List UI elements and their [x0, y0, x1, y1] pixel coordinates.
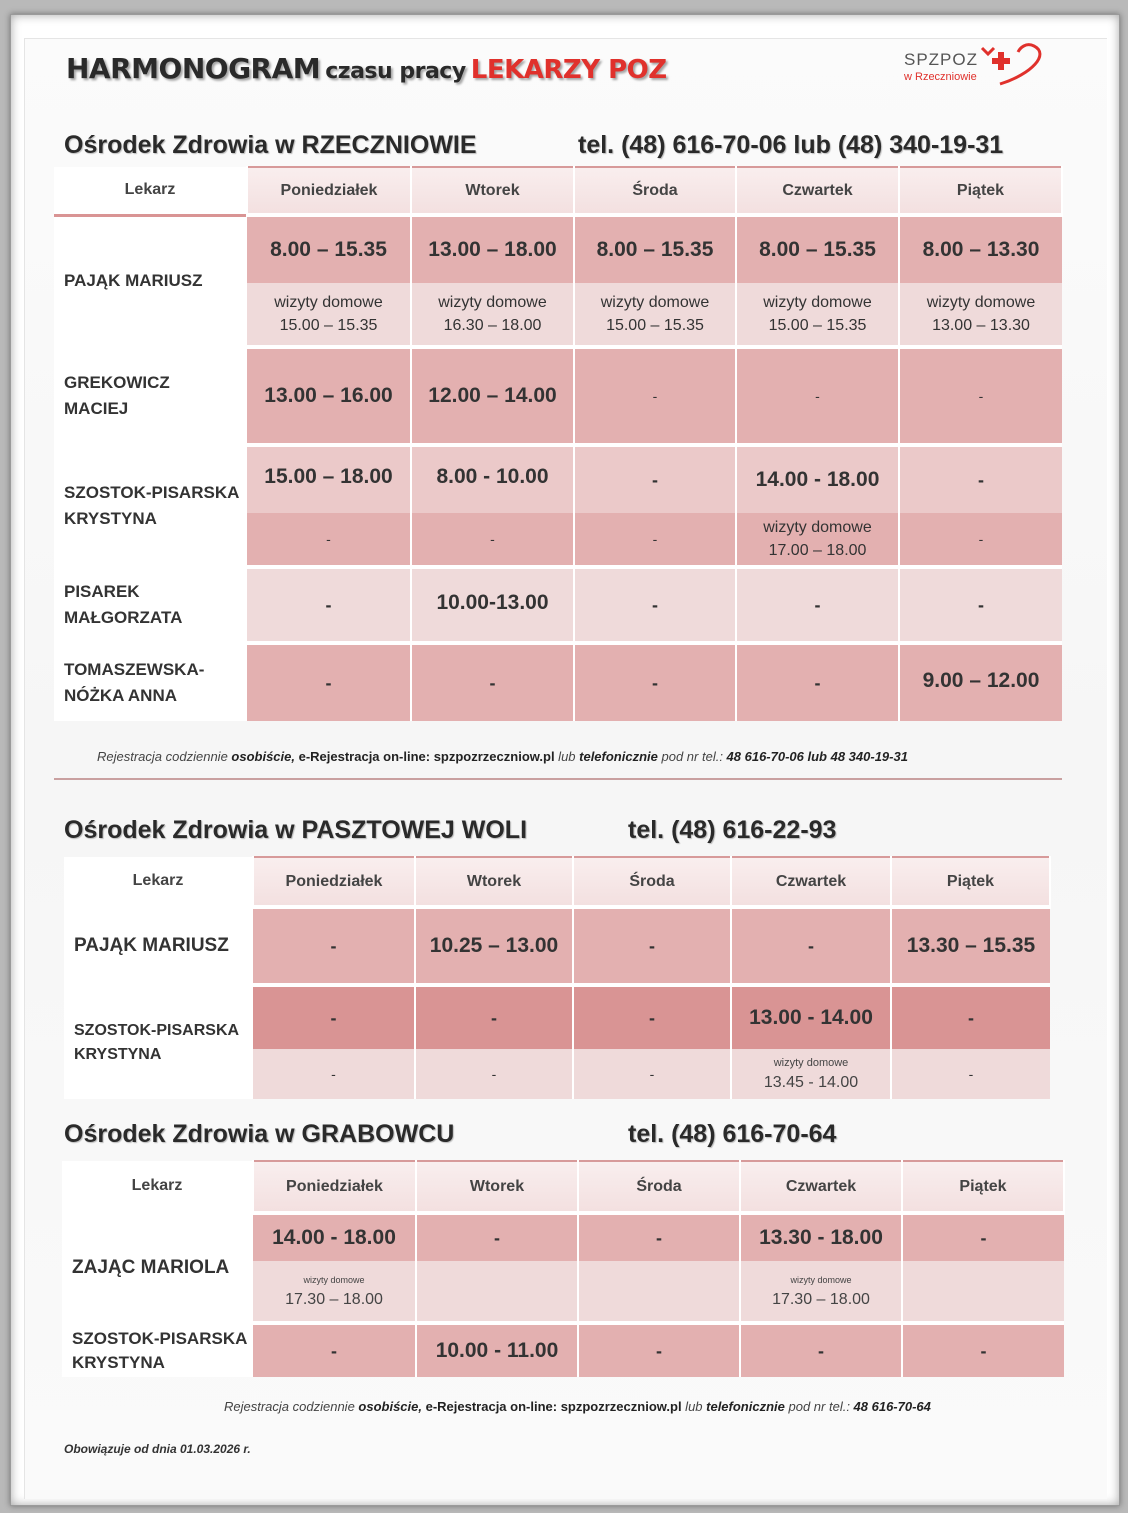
home-visit-cell: -: [573, 1049, 731, 1099]
header-day: Czwartek: [731, 857, 891, 907]
header-day: Piątek: [891, 857, 1050, 907]
effective-date: Obowiązuje od dnia 01.03.2026 r.: [64, 1442, 251, 1456]
title-part1: HARMONOGRAM: [66, 52, 321, 85]
hours-cell: 13.00 – 16.00: [247, 347, 411, 445]
hours-cell: -: [253, 985, 415, 1049]
header-day: Wtorek: [411, 167, 574, 215]
hours-cell: 13.00 – 18.00: [411, 215, 574, 283]
doctor-name: ZAJĄC MARIOLA: [62, 1213, 253, 1323]
header-day: Środa: [573, 857, 731, 907]
doctor-name: PAJĄK MARIUSZ: [54, 215, 247, 347]
home-visit-cell: wizyty domowe 16.30 – 18.00: [411, 283, 574, 347]
header-lekarz: Lekarz: [62, 1161, 253, 1213]
hours-cell: 13.30 - 18.00: [740, 1213, 902, 1261]
header-day: Czwartek: [736, 167, 899, 215]
hours-cell: -: [899, 347, 1062, 445]
home-visit-cell: wizyty domowe 15.00 – 15.35: [736, 283, 899, 347]
home-visit-cell: [416, 1261, 578, 1323]
hours-cell: -: [574, 567, 736, 643]
home-visit-cell: [578, 1261, 740, 1323]
hours-cell: 10.00-13.00: [411, 567, 574, 643]
hours-cell: 10.25 – 13.00: [415, 907, 573, 985]
hours-cell: -: [416, 1213, 578, 1261]
registration-info-grabowiec: Rejestracja codziennie osobiście, e-Rejestracja on-line: spzpozrzeczniow.pl lub telefonicznie pod nr tel.: 48 616-70-64: [224, 1399, 931, 1414]
section-divider: [54, 778, 1062, 780]
hours-cell: -: [574, 347, 736, 445]
header-day: Poniedziałek: [253, 857, 415, 907]
hours-cell: 13.30 – 15.35: [891, 907, 1050, 985]
header-day: Środa: [578, 1161, 740, 1213]
logo: [902, 40, 1052, 90]
home-visit-cell: -: [899, 513, 1062, 567]
doctor-name: PISAREK MAŁGORZATA: [54, 567, 247, 643]
header-day: Piątek: [899, 167, 1062, 215]
hours-cell: -: [415, 985, 573, 1049]
hours-cell: -: [253, 1323, 416, 1377]
home-visit-cell: -: [247, 513, 411, 567]
header-lekarz: Lekarz: [54, 167, 247, 215]
hours-cell: 15.00 – 18.00: [247, 445, 411, 513]
center-pasztowa-wola-phone: tel. (48) 616-22-93: [628, 816, 837, 844]
center-grabowiec-phone: tel. (48) 616-70-64: [628, 1120, 837, 1148]
home-visit-cell: -: [574, 513, 736, 567]
title-part3: LEKARZY POZ: [470, 55, 667, 85]
home-visit-cell: -: [891, 1049, 1050, 1099]
hours-cell: 8.00 – 15.35: [574, 215, 736, 283]
logo-name: SPZPOZ: [904, 50, 979, 69]
hours-cell: 14.00 - 18.00: [253, 1213, 416, 1261]
hours-cell: 8.00 - 10.00: [411, 445, 574, 513]
header-day: Czwartek: [740, 1161, 902, 1213]
hours-cell: -: [736, 567, 899, 643]
center-rzeczniow-phone: tel. (48) 616-70-06 lub (48) 340-19-31: [578, 131, 1004, 159]
center-rzeczniow-name: Ośrodek Zdrowia w RZECZNIOWIE: [64, 131, 477, 159]
hours-cell: -: [574, 445, 736, 513]
center-pasztowa-wola-name: Ośrodek Zdrowia w PASZTOWEJ WOLI: [64, 816, 528, 844]
hours-cell: -: [247, 643, 411, 721]
hours-cell: -: [253, 907, 415, 985]
header-lekarz: Lekarz: [64, 857, 253, 907]
hours-cell: -: [736, 347, 899, 445]
header-day: Wtorek: [416, 1161, 578, 1213]
header-day: Środa: [574, 167, 736, 215]
hours-cell: -: [731, 907, 891, 985]
home-visit-cell: [902, 1261, 1064, 1323]
doctor-name: SZOSTOK-PISARSKA KRYSTYNA: [62, 1323, 253, 1377]
header-day: Wtorek: [415, 857, 573, 907]
doctor-name: SZOSTOK-PISARSKA KRYSTYNA: [54, 445, 247, 567]
hours-cell: 13.00 - 14.00: [731, 985, 891, 1049]
home-visit-cell: wizyty domowe 15.00 – 15.35: [247, 283, 411, 347]
title-part2: czasu pracy: [325, 59, 466, 84]
schedule-table-pasztowa-wola: [64, 856, 1051, 1099]
hours-cell: 9.00 – 12.00: [899, 643, 1062, 721]
header-day: Poniedziałek: [247, 167, 411, 215]
home-visit-cell: wizyty domowe 13.00 – 13.30: [899, 283, 1062, 347]
center-grabowiec-name: Ośrodek Zdrowia w GRABOWCU: [64, 1120, 455, 1148]
hours-cell: -: [740, 1323, 902, 1377]
header-day: Piątek: [902, 1161, 1064, 1213]
hours-cell: 8.00 – 15.35: [247, 215, 411, 283]
hours-cell: -: [902, 1323, 1064, 1377]
hours-cell: -: [411, 643, 574, 721]
doctor-name: PAJĄK MARIUSZ: [64, 907, 253, 985]
hours-cell: 8.00 – 13.30: [899, 215, 1062, 283]
hours-cell: 12.00 – 14.00: [411, 347, 574, 445]
page-title: [66, 52, 667, 85]
doctor-name: GREKOWICZ MACIEJ: [54, 347, 247, 445]
registration-info-rzeczniow: Rejestracja codziennie osobiście, e-Rejestracja on-line: spzpozrzeczniow.pl lub telefonicznie pod nr tel.: 48 616-70-06 lub 48 340-19-31: [97, 749, 908, 764]
home-visit-cell: wizyty domowe 15.00 – 15.35: [574, 283, 736, 347]
hours-cell: -: [578, 1213, 740, 1261]
home-visit-cell: -: [253, 1049, 415, 1099]
hours-cell: 14.00 - 18.00: [736, 445, 899, 513]
hours-cell: -: [891, 985, 1050, 1049]
hours-cell: -: [573, 907, 731, 985]
hours-cell: -: [573, 985, 731, 1049]
home-visit-cell: -: [411, 513, 574, 567]
home-visit-cell: -: [415, 1049, 573, 1099]
hours-cell: -: [247, 567, 411, 643]
home-visit-cell: wizyty domowe 13.45 - 14.00: [731, 1049, 891, 1099]
header-day: Poniedziałek: [253, 1161, 416, 1213]
red-cross-heart-icon: [972, 40, 1052, 90]
hours-cell: 10.00 - 11.00: [416, 1323, 578, 1377]
home-visit-cell: wizyty domowe 17.30 – 18.00: [253, 1261, 416, 1323]
logo-sub: w Rzeczniowie: [904, 71, 977, 83]
hours-cell: -: [578, 1323, 740, 1377]
doctor-name: SZOSTOK-PISARSKA KRYSTYNA: [64, 985, 253, 1099]
hours-cell: -: [736, 643, 899, 721]
hours-cell: -: [574, 643, 736, 721]
home-visit-cell: wizyty domowe 17.30 – 18.00: [740, 1261, 902, 1323]
hours-cell: 8.00 – 15.35: [736, 215, 899, 283]
hours-cell: -: [899, 567, 1062, 643]
schedule-table-rzeczniow: [54, 166, 1063, 721]
hours-cell: -: [899, 445, 1062, 513]
home-visit-cell: wizyty domowe 17.00 – 18.00: [736, 513, 899, 567]
schedule-table-grabowiec: [62, 1160, 1065, 1377]
hours-cell: -: [902, 1213, 1064, 1261]
doctor-name: TOMASZEWSKA- NÓŻKA ANNA: [54, 643, 247, 721]
